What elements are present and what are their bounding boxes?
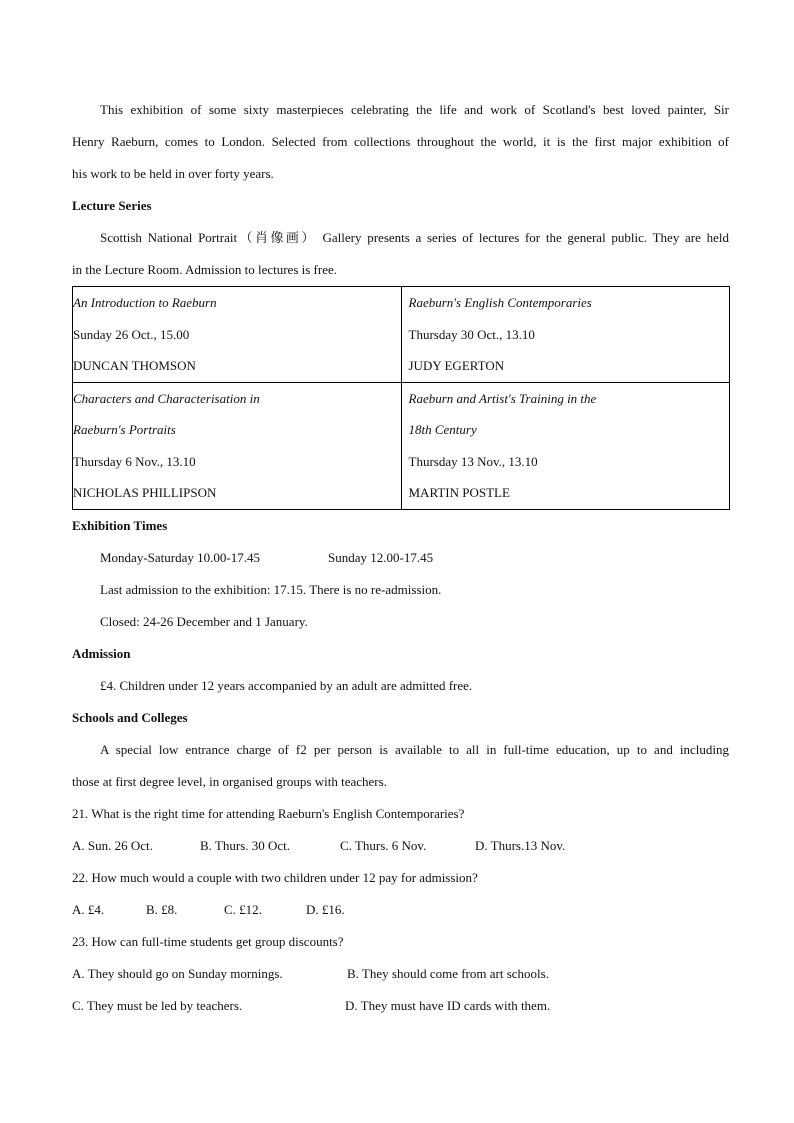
question-21-stem: 21. What is the right time for attending Raeburn's English Contemporaries? — [72, 805, 465, 821]
lecture-cell — [73, 287, 402, 383]
lecture-table-row — [73, 382, 730, 509]
option-c: C. They must be led by teachers. — [72, 997, 243, 1013]
admission-text: £4. Children under 12 years accompanied by an adult are admitted free. — [100, 677, 473, 693]
schools-heading: Schools and Colleges — [72, 709, 188, 725]
lecture-title-continued: Raeburn's Portraits — [73, 422, 176, 437]
option-b: B. £8. — [146, 901, 178, 917]
lecture-time: Sunday 26 Oct., 15.00 — [73, 326, 190, 342]
lecture-series-heading: Lecture Series — [72, 198, 152, 213]
schools-line-2: those at first degree level, in organised groups with teachers. — [72, 773, 387, 789]
lecture-speaker: MARTIN POSTLE — [408, 485, 510, 500]
lecture-cell — [401, 382, 730, 509]
question-23-options-cd — [72, 990, 729, 1022]
option-c: C. Thurs. 6 Nov. — [340, 837, 427, 853]
lecture-title-continued: 18th Century — [408, 422, 477, 437]
document-page — [72, 94, 729, 1022]
lecture-time: Thursday 6 Nov., 13.10 — [73, 453, 196, 469]
admission-heading: Admission — [72, 645, 131, 661]
option-a: A. Sun. 26 Oct. — [72, 837, 153, 853]
exhibition-hours — [72, 542, 729, 574]
lecture-time: Thursday 13 Nov., 13.10 — [408, 453, 538, 469]
lecture-speaker: JUDY EGERTON — [408, 358, 505, 373]
weekday-hours: Monday-Saturday 10.00-17.45 — [100, 549, 260, 565]
option-c: C. £12. — [224, 901, 262, 917]
lecture-time: Thursday 30 Oct., 13.10 — [408, 326, 535, 342]
exhibition-times-heading: Exhibition Times — [72, 517, 168, 533]
lecture-speaker: DUNCAN THOMSON — [73, 358, 196, 373]
closed-dates: Closed: 24-26 December and 1 January. — [100, 613, 308, 629]
option-d: D. They must have ID cards with them. — [345, 997, 551, 1013]
lecture-series-line-1: Scottish National Portrait（肖像画） Gallery presents a series of lectures for the general public. They are held — [100, 230, 729, 245]
lecture-series-line-2: in the Lecture Room. Admission to lectures is free. — [72, 262, 337, 277]
intro-line-1: This exhibition of some sixty masterpieces celebrating the life and work of Scotland's best loved painter, Sir — [100, 102, 729, 117]
lecture-title: An Introduction to Raeburn — [73, 295, 217, 310]
schools-line-1: A special low entrance charge of f2 per person is available to all in full-time education, up to and including — [100, 741, 729, 757]
option-a: A. £4. — [72, 901, 105, 917]
lecture-title: Raeburn and Artist's Training in the — [408, 390, 597, 406]
option-d: D. Thurs.13 Nov. — [475, 837, 566, 853]
lecture-table-row — [73, 287, 730, 383]
question-22-stem: 22. How much would a couple with two children under 12 pay for admission? — [72, 869, 478, 885]
question-21-options — [72, 830, 729, 862]
question-23-stem: 23. How can full-time students get group discounts? — [72, 933, 344, 949]
sunday-hours: Sunday 12.00-17.45 — [328, 549, 434, 565]
option-d: D. £16. — [306, 901, 345, 917]
lecture-table — [72, 286, 730, 510]
lecture-cell — [401, 287, 730, 383]
option-a: A. They should go on Sunday mornings. — [72, 965, 283, 981]
last-admission: Last admission to the exhibition: 17.15. There is no re-admission. — [100, 581, 442, 597]
lecture-title: Raeburn's English Contemporaries — [408, 295, 592, 310]
question-23-options-ab — [72, 958, 729, 990]
lecture-speaker: NICHOLAS PHILLIPSON — [73, 485, 217, 500]
intro-line-2: Henry Raeburn, comes to London. Selected from collections throughout the world, it is the first major exhibition of — [72, 134, 729, 149]
intro-line-3: his work to be held in over forty years. — [72, 166, 274, 181]
lecture-cell — [73, 382, 402, 509]
question-22-options — [72, 894, 729, 926]
lecture-title: Characters and Characterisation in — [73, 390, 260, 406]
option-b: B. They should come from art schools. — [347, 965, 549, 981]
option-b: B. Thurs. 30 Oct. — [200, 837, 291, 853]
